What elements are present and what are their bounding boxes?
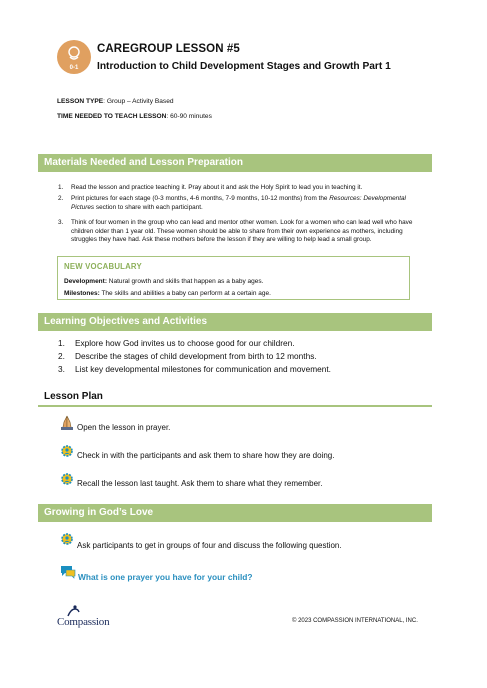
resources-reference: Resources: Developmental Pictures (71, 195, 406, 211)
list-item (58, 195, 428, 212)
lesson-time-value: : 60-90 minutes (166, 113, 212, 120)
praying-hands-icon (60, 415, 74, 429)
badge-text: 0-1 (69, 65, 79, 71)
copyright-text: © 2023 COMPASSION INTERNATIONAL, INC. (292, 618, 418, 624)
list-text-b: section to share with each participant. (94, 203, 203, 211)
vocabulary-title: NEW VOCABULARY (64, 262, 142, 271)
lesson-plan-step: Check in with the participants and ask them to share how they are doing. (77, 451, 335, 460)
list-number: 3. (58, 219, 64, 226)
growing-heading: Growing in God’s Love (38, 504, 432, 522)
list-text: Think of four women in the group who can lead and mentor other women. Look for a women who can lead well who have children older than 1 year old. These women should be able to share from their own experience as mothers, including struggles they have had. Ask these mothers before the lesson if they are willing to help lead a small group. (71, 219, 413, 244)
list-text: Describe the stages of child development from birth to 12 months. (75, 351, 317, 361)
lesson-plan-heading: Lesson Plan (38, 389, 432, 407)
lesson-plan-step: Recall the lesson last taught. Ask them to share what they remember. (77, 479, 323, 488)
list-item (58, 351, 317, 361)
compassion-logo-text: Compassion (57, 616, 110, 628)
list-number: 2. (58, 351, 65, 361)
lesson-badge-icon (57, 40, 91, 74)
list-number: 1. (58, 184, 64, 191)
list-number: 2. (58, 195, 64, 202)
discussion-question: What is one prayer you have for your child? (78, 572, 253, 582)
vocabulary-term: Milestones: (64, 290, 100, 297)
list-item (58, 364, 331, 374)
list-text-a: Print pictures for each stage (0-3 months, 4-6 months, 7-9 months, 10-12 months) from the (71, 195, 330, 202)
list-text: Explore how God invites us to choose good for our children. (75, 338, 295, 348)
gear-people-icon (60, 472, 74, 486)
vocabulary-term: Development: (64, 278, 107, 285)
lesson-time-label: TIME NEEDED TO TEACH LESSON (57, 113, 167, 120)
gear-people-icon (60, 532, 74, 546)
speech-bubble-icon (60, 565, 74, 579)
materials-heading: Materials Needed and Lesson Preparation (38, 154, 432, 172)
lesson-type-value: : Group – Activity Based (103, 98, 174, 105)
vocabulary-item (64, 290, 271, 297)
vocabulary-definition: The skills and abilities a baby can perform at a certain age. (99, 290, 271, 297)
lesson-type (57, 98, 174, 105)
lesson-time (57, 113, 212, 120)
growing-instruction: Ask participants to get in groups of four and discuss the following question. (77, 541, 342, 550)
gear-people-icon (60, 444, 74, 458)
lesson-plan-step: Open the lesson in prayer. (77, 423, 171, 432)
objectives-heading: Learning Objectives and Activities (38, 313, 432, 331)
vocabulary-item (64, 278, 263, 285)
lesson-title: CAREGROUP LESSON #5 (97, 43, 240, 55)
list-text (71, 195, 428, 212)
list-number: 3. (58, 364, 65, 374)
list-number: 1. (58, 338, 65, 348)
list-item (58, 184, 428, 193)
lesson-type-label: LESSON TYPE (57, 98, 104, 105)
list-item (58, 338, 295, 348)
vocabulary-definition: Natural growth and skills that happen as a baby ages. (106, 278, 264, 285)
list-text: List key developmental milestones for communication and movement. (75, 364, 331, 374)
list-text: Read the lesson and practice teaching it. Pray about it and ask the Holy Spirit to lead you in teaching it. (71, 184, 363, 191)
lesson-subtitle: Introduction to Child Development Stages and Growth Part 1 (97, 61, 391, 72)
list-item (58, 219, 428, 245)
